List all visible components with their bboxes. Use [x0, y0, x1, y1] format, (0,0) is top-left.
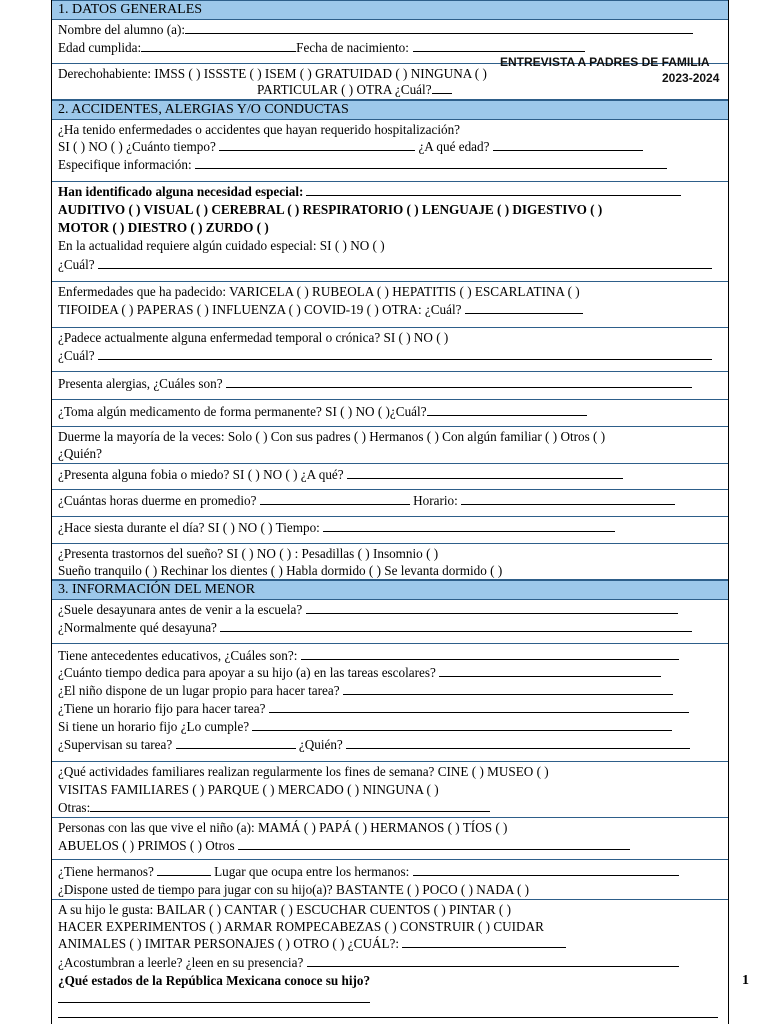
sleep-hours-block — [52, 490, 728, 517]
siblings-block — [52, 860, 728, 900]
hospitalization-question: ¿Ha tenido enfermedades o accidentes que hayan requerido hospitalización? — [58, 122, 461, 137]
student-name-field[interactable] — [185, 22, 693, 34]
fear-block — [52, 464, 728, 490]
reading-field[interactable] — [307, 955, 679, 967]
sleep-disorders-options-1: ¿Presenta trastornos del sueño? SI ( ) NO ( ) : Pesadillas ( ) Insomnio ( ) — [58, 546, 439, 561]
likes-options-1: A su hijo le gusta: BAILAR ( ) CANTAR ( ) ESCUCHAR CUENTOS ( ) PINTAR ( ) — [58, 902, 511, 917]
sleep-hours-field[interactable] — [260, 493, 410, 505]
age-field[interactable] — [141, 40, 296, 52]
breakfast-question: ¿Suele desayunara antes de venir a la escuela? — [58, 602, 303, 617]
hospitalization-time-field[interactable] — [219, 139, 415, 151]
homework-time-field[interactable] — [439, 665, 661, 677]
nap-question: ¿Hace siesta durante el día? SI ( ) NO ( ) Tiempo: — [58, 520, 320, 535]
play-time-options: ¿Dispone usted de tiempo para jugar con su hijo(a)? BASTANTE ( ) POCO ( ) NADA ( ) — [58, 882, 530, 897]
medication-block — [52, 400, 728, 427]
specify-label: Especifique información: — [58, 157, 192, 172]
homework-place-label: ¿El niño dispone de un lugar propio para hacer tarea? — [58, 683, 340, 698]
education-history-label: Tiene antecedentes educativos, ¿Cuáles son?: — [58, 648, 298, 663]
states-field-2[interactable] — [58, 1006, 718, 1018]
diseases-options-1: Enfermedades que ha padecido: VARICELA ( ) RUBEOLA ( ) HEPATITIS ( ) ESCARLATINA ( ) — [58, 284, 580, 299]
likes-options-3: ANIMALES ( ) IMITAR PERSONAJES ( ) OTRO ( ) ¿CUÁL?: — [58, 936, 400, 951]
sibling-order-label: Lugar que ocupa entre los hermanos: — [214, 864, 410, 879]
other-disease-field[interactable] — [465, 302, 583, 314]
allergies-label: Presenta alergias, ¿Cuáles son? — [58, 376, 223, 391]
homework-time-label: ¿Cuánto tiempo dedica para apoyar a su hijo (a) en las tareas escolares? — [58, 665, 436, 680]
lives-with-block — [52, 818, 728, 860]
likes-block — [52, 900, 728, 1024]
special-need-field[interactable] — [306, 184, 681, 196]
other-activities-field[interactable] — [90, 800, 490, 812]
homework-schedule-label: ¿Tiene un horario fijo para hacer tarea? — [58, 701, 266, 716]
sleep-disorders-block — [52, 544, 728, 580]
fear-field[interactable] — [347, 467, 623, 479]
sleeping-with-who: ¿Quién? — [58, 446, 102, 461]
nap-time-field[interactable] — [323, 520, 615, 532]
section-2-title: 2. ACCIDENTES, ALERGIAS Y/O CONDUCTAS — [58, 102, 349, 117]
schedule-kept-field[interactable] — [252, 719, 672, 731]
section-1-header — [52, 0, 728, 20]
family-activities-block — [52, 762, 728, 818]
breakfast-what-field[interactable] — [220, 620, 692, 632]
states-question: ¿Qué estados de la República Mexicana conoce su hijo? — [58, 973, 371, 988]
diseases-block — [52, 282, 728, 328]
schedule-label: Horario: — [413, 493, 458, 508]
interview-title: ENTREVISTA A PADRES DE FAMILIA — [500, 55, 710, 69]
hospitalization-block — [52, 120, 728, 182]
sleep-disorders-options-2: Sueño tranquilo ( ) Rechinar los dientes ( ) Habla dormido ( ) Se levanta dormido ( ) — [58, 563, 503, 578]
diseases-options-2: TIFOIDEA ( ) PAPERAS ( ) INFLUENZA ( ) COVID-19 ( ) OTRA: ¿Cuál? — [58, 302, 462, 317]
specify-field[interactable] — [195, 157, 667, 169]
lives-with-other-field[interactable] — [238, 838, 630, 850]
schedule-field[interactable] — [461, 493, 675, 505]
chronic-block — [52, 328, 728, 372]
fear-question: ¿Presenta alguna fobia o miedo? SI ( ) NO ( ) ¿A qué? — [58, 467, 344, 482]
chronic-which-field[interactable] — [98, 348, 712, 360]
schedule-kept-label: Si tiene un horario fijo ¿Lo cumple? — [58, 719, 250, 734]
siblings-field[interactable] — [157, 864, 211, 876]
student-name-label: Nombre del alumno (a): — [58, 22, 186, 37]
medication-field[interactable] — [427, 404, 587, 416]
special-need-label: Han identificado alguna necesidad especial: — [58, 184, 304, 199]
sleeping-with-block — [52, 427, 728, 464]
medication-question: ¿Toma algún medicamento de forma permanente? SI ( ) NO ( )¿Cuál? — [58, 404, 427, 419]
section-1-title: 1. DATOS GENERALES — [58, 2, 203, 17]
allergies-field[interactable] — [226, 376, 692, 388]
age-question: ¿A qué edad? — [418, 139, 490, 154]
family-activities-options-2: VISITAS FAMILIARES ( ) PARQUE ( ) MERCADO ( ) NINGUNA ( ) — [58, 782, 439, 797]
nap-block — [52, 517, 728, 544]
special-need-options: AUDITIVO ( ) VISUAL ( ) CEREBRAL ( ) RESPIRATORIO ( ) LENGUAJE ( ) DIGESTIVO ( ) — [58, 202, 603, 217]
age-label: Edad cumplida: — [58, 40, 142, 55]
supervision-field[interactable] — [176, 737, 296, 749]
sibling-order-field[interactable] — [413, 864, 679, 876]
birthdate-label: Fecha de nacimiento: — [296, 40, 409, 55]
section-3-title: 3. INFORMACIÓN DEL MENOR — [58, 582, 256, 597]
lives-with-options-1: Personas con las que vive el niño (a): MAMÁ ( ) PAPÁ ( ) HERMANOS ( ) TÍOS ( ) — [58, 820, 508, 835]
education-history-field[interactable] — [301, 648, 679, 660]
chronic-which-label: ¿Cuál? — [58, 348, 95, 363]
supervisor-label: ¿Quién? — [298, 737, 343, 752]
sleeping-with-options: Duerme la mayoría de la veces: Solo ( ) Con sus padres ( ) Hermanos ( ) Con algún familiar ( ) Otros ( ) — [58, 429, 606, 444]
allergies-block — [52, 372, 728, 400]
family-activities-options-1: ¿Qué actividades familiares realizan regularmente los fines de semana? CINE ( ) MUSEO ( ) — [58, 764, 549, 779]
insurance-other: PARTICULAR ( ) OTRA ¿Cuál? — [257, 82, 432, 97]
section-2-header — [52, 100, 728, 120]
insurance-other-field[interactable] — [432, 82, 452, 94]
chronic-question: ¿Padece actualmente alguna enfermedad temporal o crónica? SI ( ) NO ( ) — [58, 330, 449, 345]
interview-form — [51, 0, 729, 1024]
special-care-which-field[interactable] — [98, 257, 712, 269]
special-care-question: En la actualidad requiere algún cuidado especial: SI ( ) NO ( ) — [58, 238, 385, 253]
school-cycle: 2023-2024 — [662, 71, 720, 85]
states-field-1[interactable] — [58, 991, 370, 1003]
likes-other-field[interactable] — [402, 936, 566, 948]
siblings-question: ¿Tiene hermanos? — [58, 864, 154, 879]
likes-options-2: HACER EXPERIMENTOS ( ) ARMAR ROMPECABEZAS ( ) CONSTRUIR ( ) CUIDAR — [58, 919, 544, 934]
special-needs-block — [52, 182, 728, 282]
supervisor-field[interactable] — [346, 737, 690, 749]
birthdate-field[interactable] — [413, 40, 585, 52]
page-number: 1 — [742, 973, 749, 988]
supervision-label: ¿Supervisan su tarea? — [58, 737, 173, 752]
reading-question: ¿Acostumbran a leerle? ¿leen en su presencia? — [58, 955, 304, 970]
breakfast-field[interactable] — [306, 602, 678, 614]
homework-place-field[interactable] — [343, 683, 673, 695]
lives-with-options-2: ABUELOS ( ) PRIMOS ( ) Otros — [58, 838, 235, 853]
section-3-header — [52, 580, 728, 600]
breakfast-what-label: ¿Normalmente qué desayuna? — [58, 620, 217, 635]
hospitalization-yes-no: SI ( ) NO ( ) ¿Cuánto tiempo? — [58, 139, 216, 154]
insurance-block — [52, 64, 728, 100]
sleep-hours-label: ¿Cuántas horas duerme en promedio? — [58, 493, 257, 508]
hospitalization-age-field[interactable] — [493, 139, 643, 151]
homework-schedule-field[interactable] — [269, 701, 689, 713]
motor-options: MOTOR ( ) DIESTRO ( ) ZURDO ( ) — [58, 220, 269, 235]
special-care-which-label: ¿Cuál? — [58, 257, 95, 272]
insurance-options: Derechohabiente: IMSS ( ) ISSSTE ( ) ISEM ( ) GRATUIDAD ( ) NINGUNA ( ) — [58, 66, 487, 81]
breakfast-block — [52, 600, 728, 644]
other-activities-label: Otras: — [58, 800, 91, 815]
homework-block — [52, 644, 728, 762]
